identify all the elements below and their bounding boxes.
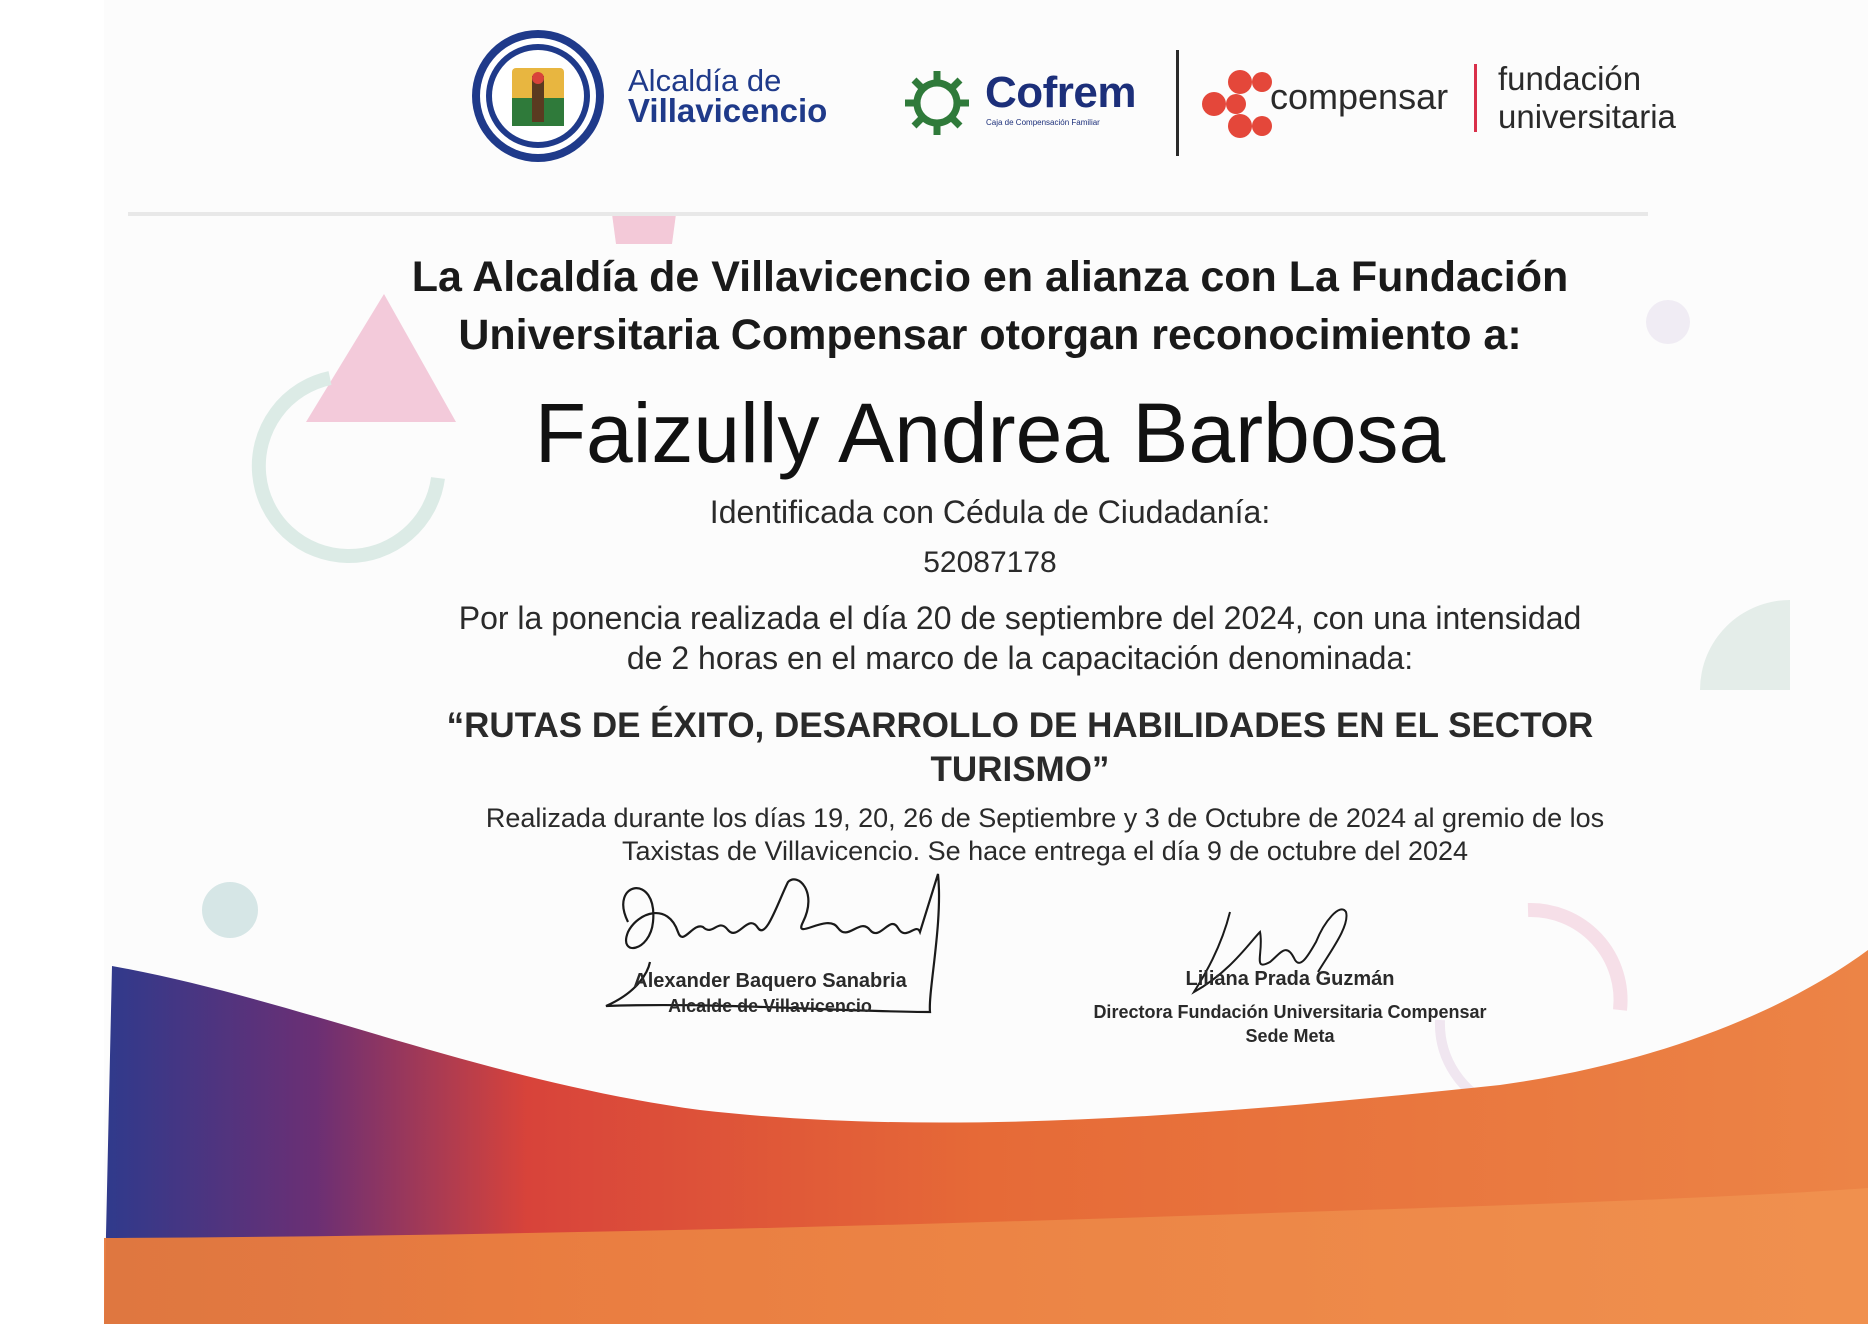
compensar-logo-text: compensar [1270, 76, 1449, 117]
logo-header [470, 28, 1690, 168]
director-role [1080, 1000, 1500, 1048]
director-role-line1: Directora Fundación Universitaria Compensar [1093, 1002, 1487, 1022]
headline-line2: Universitaria Compensar otorgan reconocimiento a: [458, 311, 1522, 359]
alcaldia-line2: Villavicencio [628, 92, 828, 129]
details-line1: Realizada durante los días 19, 20, 26 de Septiembre y 3 de Octubre de 2024 al gremio de los [485, 803, 1605, 833]
director-role-line2: Sede Meta [1245, 1026, 1335, 1046]
mayor-name: Alexander Baquero Sanabria [633, 970, 907, 992]
director-name: Liliana Prada Guzmán [1185, 968, 1395, 990]
fundacion-line1: fundación [1498, 60, 1642, 97]
recipient-name: Faizully Andrea Barbosa [534, 386, 1446, 480]
alcaldia-line1: Alcaldía de [628, 63, 782, 98]
fundacion-line2: universitaria [1498, 98, 1676, 135]
pink-bar-shape [612, 214, 676, 244]
alcaldia-logo-text [628, 63, 828, 129]
pink-ring-shape [1528, 910, 1621, 1010]
header-rule [128, 212, 1648, 216]
id-label: Identificada con Cédula de Ciudadanía: [709, 494, 1271, 530]
logo-divider [1176, 50, 1179, 156]
teal-dot-shape [202, 882, 258, 938]
headline-line1: La Alcaldía de Villavicencio en alianza con La Fundación [411, 253, 1569, 301]
compensar-divider [1474, 64, 1477, 132]
reason-line2: de 2 horas en el marco de la capacitación denominada: [626, 640, 1414, 676]
reason-line1: Por la ponencia realizada el día 20 de septiembre del 2024, con una intensidad [458, 600, 1582, 636]
course-line1: “RUTAS DE ÉXITO, DESARROLLO DE HABILIDADES EN EL SECTOR [446, 706, 1594, 745]
villavicencio-seal-icon [470, 28, 606, 164]
id-number: 52087178 [923, 546, 1057, 579]
fundacion-logo-text [1498, 60, 1676, 136]
certificate-headline [300, 248, 1680, 364]
cofrem-logo-icon [900, 66, 974, 140]
event-details [420, 802, 1670, 868]
course-title [370, 704, 1670, 792]
compensar-logo-icon [1200, 68, 1276, 140]
details-line2: Taxistas de Villavicencio. Se hace entrega el día 9 de octubre del 2024 [621, 836, 1469, 866]
mayor-role: Alcalde de Villavicencio [668, 996, 872, 1016]
course-line2: TURISMO” [930, 750, 1110, 789]
cofrem-logo-text: Cofrem [985, 68, 1137, 117]
teal-quarter-shape [1700, 600, 1790, 690]
recognition-reason [380, 598, 1660, 678]
cofrem-tagline: Caja de Compensación Familiar [986, 118, 1100, 127]
